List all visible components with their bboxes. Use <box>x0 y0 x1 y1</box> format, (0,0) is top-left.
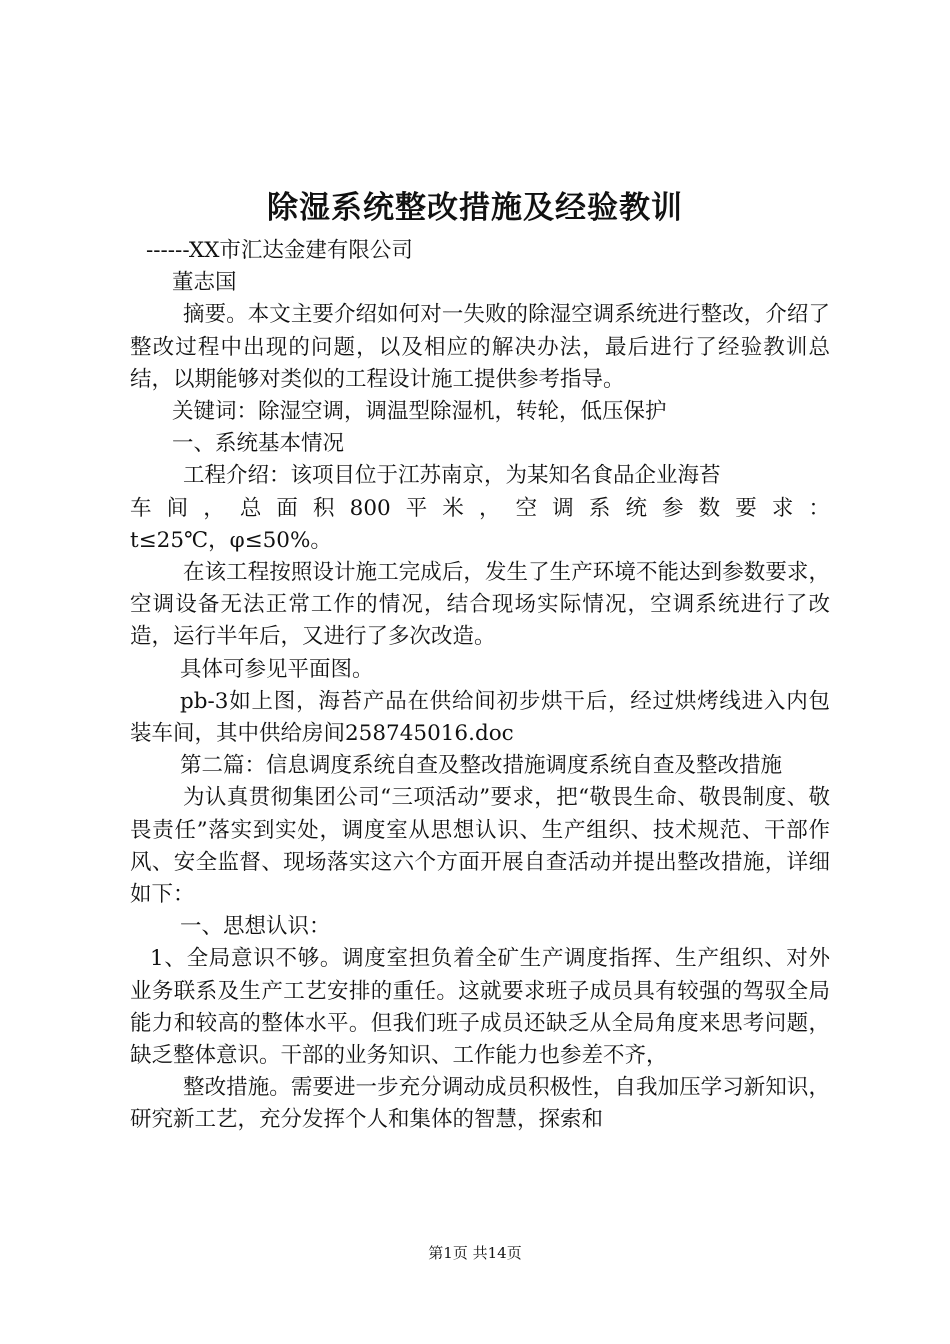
part-heading: 第二篇：信息调度系统自查及整改措施调度系统自查及整改措施 <box>180 753 783 779</box>
body-paragraph: pb-3如上图，海苔产品在供给间初步烘干后，经过烘烤线进入内包装车间，其中供给房间258745016.doc <box>130 688 830 747</box>
project-intro-line: t≤25℃，φ≤50%。 <box>130 527 332 553</box>
project-intro-line: 车间，总面积800平米，空调系统参数要求： <box>130 495 830 521</box>
sub-heading: 一、思想认识： <box>180 914 331 940</box>
page-number: 第1页 共14页 <box>428 1244 522 1262</box>
body-paragraph: 具体可参见平面图。 <box>180 656 374 682</box>
body-paragraph: 在该工程按照设计施工完成后，发生了生产环境不能达到参数要求，空调设备无法正常工作的情况，结合现场实际情况，空调系统进行了改造，运行半年后，又进行了多次改造。 <box>130 560 830 650</box>
author-name: 董志国 <box>172 270 237 296</box>
body-paragraph: 整改措施。需要进一步充分调动成员积极性，自我加压学习新知识，研究新工艺，充分发挥个人和集体的智慧，探索和 <box>130 1075 830 1133</box>
abstract-paragraph: 摘要。本文主要介绍如何对一失败的除湿空调系统进行整改，介绍了整改过程中出现的问题，以及相应的解决办法，最后进行了经验教训总结，以期能够对类似的工程设计施工提供参考指导。 <box>130 302 830 392</box>
document-title: 除湿系统整改措施及经验教训 <box>267 190 683 226</box>
keywords-line: 关键词：除湿空调，调温型除湿机，转轮，低压保护 <box>172 399 667 425</box>
list-item: 1、全局意识不够。调度室担负着全矿生产调度指挥、生产组织、对外业务联系及生产工艺安排的重任。这就要求班子成员具有较强的驾驭全局能力和较高的整体水平。但我们班子成员还缺乏从全局角度来思考问题，缺乏整体意识。干部的业务知识、工作能力也参差不齐， <box>130 946 830 1069</box>
company-line: ------XX市汇达金建有限公司 <box>146 238 413 263</box>
body-paragraph: 为认真贯彻集团公司“三项活动”要求，把“敬畏生命、敬畏制度、敬畏责任”落实到实处，调度室从思想认识、生产组织、技术规范、干部作风、安全监督、现场落实这六个方面开展自查活动并提出整改措施，详细如下： <box>130 785 830 908</box>
project-intro-line: 工程介绍：该项目位于江苏南京，为某知名食品企业海苔 <box>183 463 721 489</box>
document-body <box>130 235 830 1137</box>
section-heading: 一、系统基本情况 <box>172 431 345 457</box>
